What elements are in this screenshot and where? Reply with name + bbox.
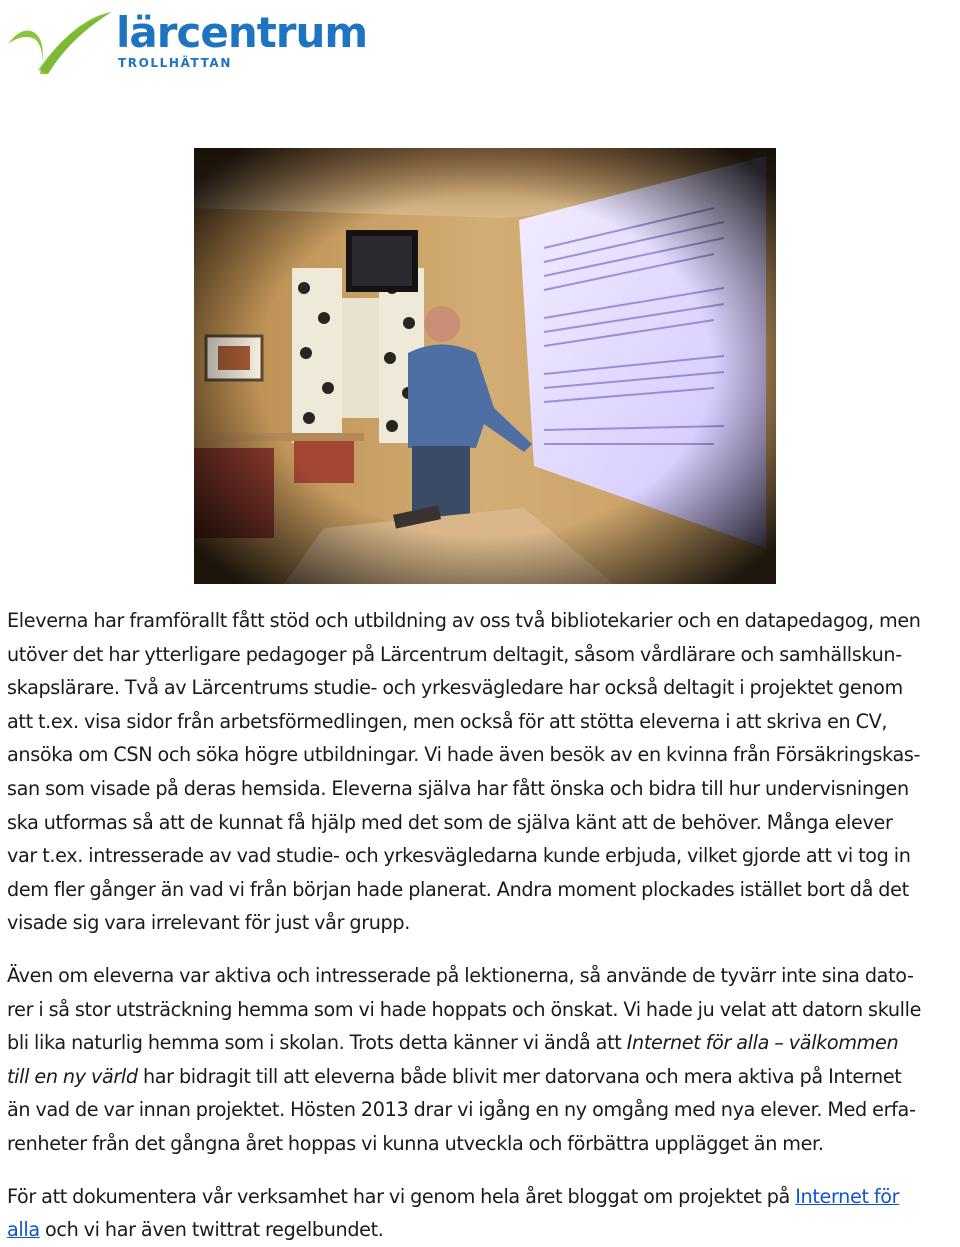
- text-line: rer i så stor utsträckning hemma som vi hade hoppats och önskat. Vi hade ju velat att datorn skulle: [7, 997, 922, 1021]
- text-line: ska utformas så att de kunnat få hjälp med det som de själva känt att de behöver. Många elever: [7, 810, 893, 834]
- project-name-italic-cont: till en ny värld: [7, 1064, 138, 1088]
- internet-for-alla-link-cont[interactable]: alla: [7, 1218, 40, 1242]
- text-line: utöver det har ytterligare pedagoger på Lärcentrum deltagit, såsom vårdlärare och samhällskun-: [7, 642, 902, 666]
- text-segment: och vi har även twittrat regelbundet.: [39, 1218, 384, 1242]
- text-line: än vad de var innan projektet. Hösten 2013 drar vi igång en ny omgång med nya elever. Med erfa-: [7, 1098, 916, 1122]
- text-line: [7, 1180, 959, 1214]
- text-line: Eleverna har framförallt fått stöd och utbildning av oss två bibliotekarier och en datapedagog, men: [7, 609, 921, 632]
- text-line: Även om eleverna var aktiva och intresserade på lektionerna, så använde de tyvärr inte sina dato-: [7, 963, 914, 987]
- logo-wordmark: lärcentrum: [116, 8, 368, 57]
- classroom-photo-icon: [194, 148, 776, 584]
- paragraph-2: [7, 959, 959, 1161]
- larcentrum-logo: [4, 0, 368, 78]
- text-line: ansöka om CSN och söka högre utbildningar. Vi hade även besök av en kvinna från Försäkringskas-: [7, 743, 921, 767]
- text-line: dem fler gånger än vad vi från början hade planerat. Andra moment plockades istället bort då det: [7, 877, 909, 901]
- article-body: [7, 604, 959, 1247]
- text-segment: har bidragit till att eleverna både blivit mer datorvana och mera aktiva på Internet: [137, 1064, 902, 1088]
- text-line: var t.ex. intresserade av vad studie- och yrkesvägledarna kunde erbjuda, vilket gjorde att vi tog in: [7, 844, 911, 868]
- text-segment: För att dokumentera vår verksamhet har vi genom hela året bloggat om projektet på: [7, 1184, 796, 1208]
- paragraph-1: [7, 604, 959, 940]
- text-line: san som visade på deras hemsida. Eleverna själva har fått önska och bidra till hur undervisningen: [7, 776, 909, 800]
- text-line: visade sig vara irrelevant för just vår grupp.: [7, 911, 410, 935]
- text-line: att t.ex. visa sidor från arbetsförmedlingen, men också för att stötta eleverna i att skriva en CV,: [7, 709, 888, 733]
- text-segment: bli lika naturlig hemma som i skolan. Trots detta känner vi ändå att: [7, 1031, 627, 1055]
- text-line: renheter från det gångna året hoppas vi kunna utveckla och förbättra upplägget än mer.: [7, 1131, 824, 1155]
- logo-subtitle: TROLLHÄTTAN: [118, 56, 232, 70]
- text-line: skapslärare. Två av Lärcentrums studie- och yrkesvägledare har också deltagit i projektet genom: [7, 676, 903, 700]
- paragraph-3: [7, 1180, 959, 1247]
- project-name-italic: Internet för alla – välkommen: [626, 1031, 899, 1055]
- text-line: [7, 1060, 959, 1094]
- classroom-photo: [194, 148, 776, 584]
- logo-swoosh-icon: [4, 0, 116, 78]
- text-line: [7, 1026, 959, 1060]
- internet-for-alla-link[interactable]: Internet för: [795, 1184, 900, 1208]
